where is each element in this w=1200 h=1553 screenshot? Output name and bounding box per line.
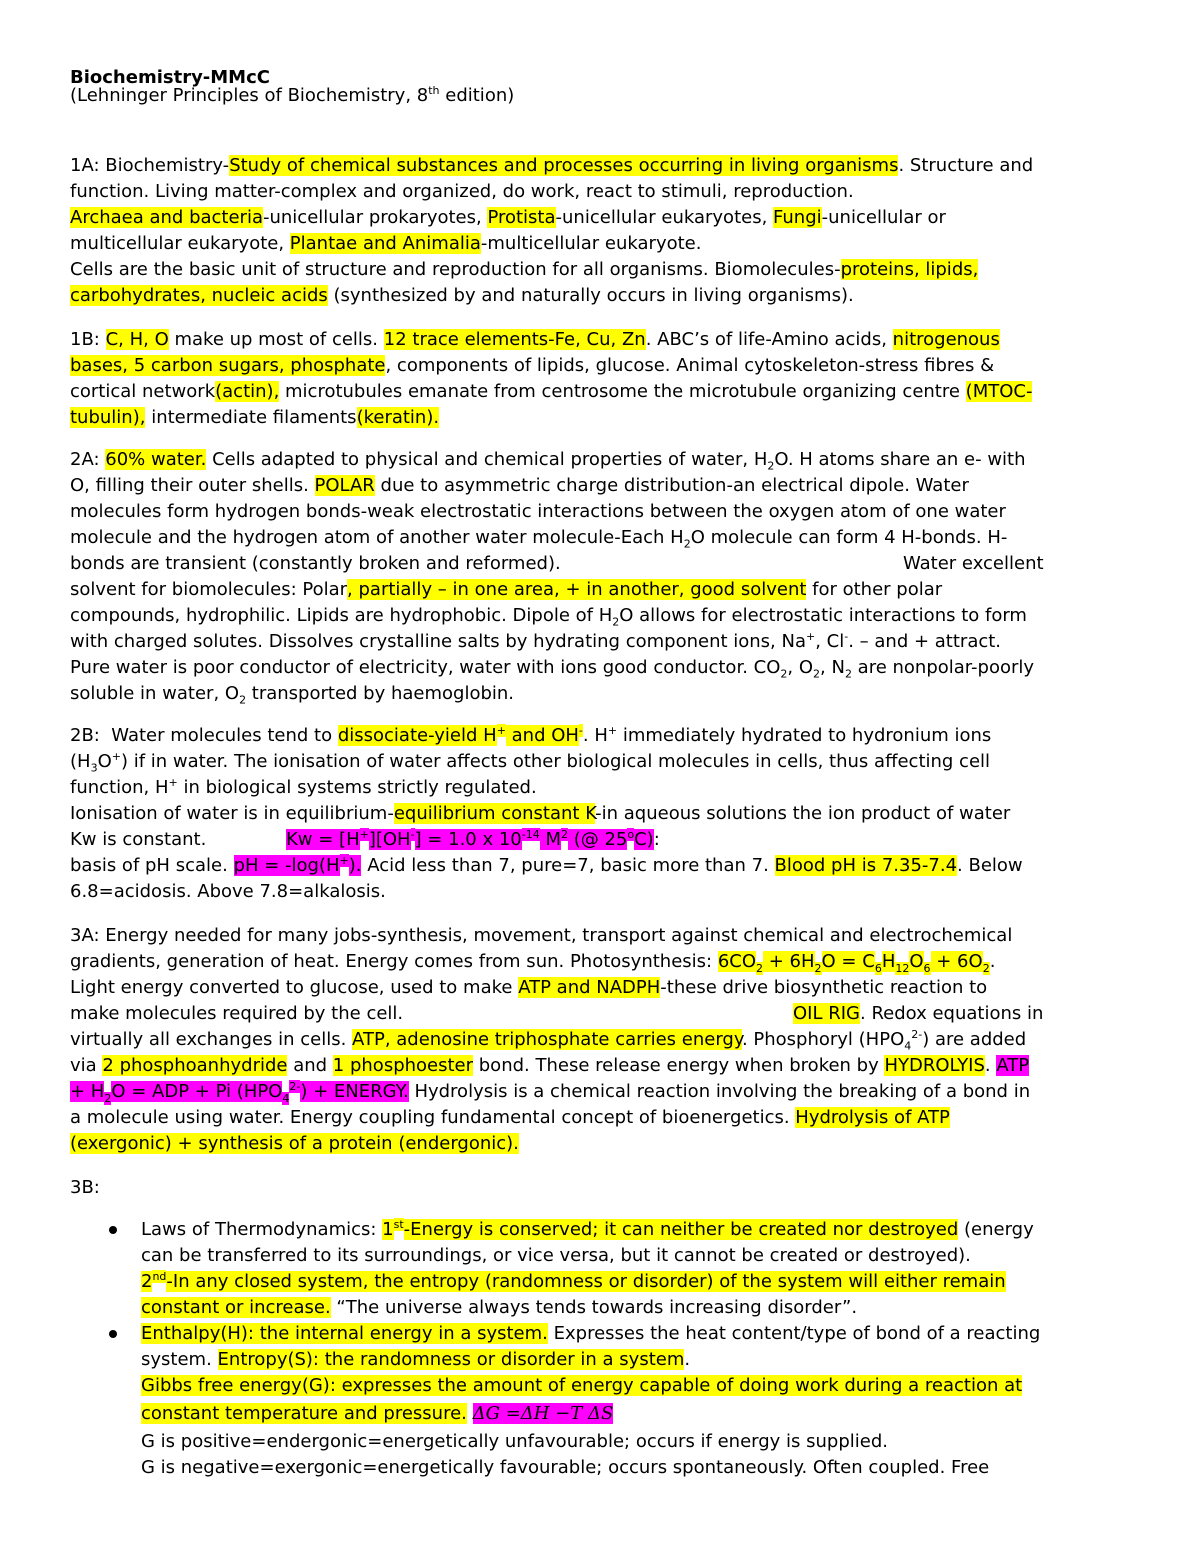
highlighted-text: Blood pH is 7.35-7.4 bbox=[774, 855, 958, 876]
text-run: . bbox=[984, 1055, 997, 1076]
highlighted-text: Study of chemical substances and processes occurring in living organisms bbox=[229, 155, 899, 176]
text-line bbox=[70, 1176, 100, 1200]
text-run: and bbox=[287, 1055, 333, 1076]
text-run: (energy bbox=[958, 1219, 1034, 1240]
highlighted-text: O bbox=[909, 951, 924, 972]
highlighted-text: , partially – in one area, + in another, good solvent bbox=[347, 579, 807, 600]
text-run: immediately hydrated to hydronium ions bbox=[617, 725, 992, 746]
text-run: virtually all exchanges in cells. bbox=[70, 1029, 353, 1050]
text-run: transported by haemoglobin. bbox=[246, 683, 515, 704]
text-line bbox=[141, 1430, 888, 1454]
highlighted-text: 1 phosphoester bbox=[332, 1055, 474, 1076]
bullet-icon bbox=[107, 1224, 119, 1236]
text-run: molecule and the hydrogen atom of another water molecule-Each H bbox=[70, 527, 684, 548]
highlighted-text: ) + ENERGY. bbox=[300, 1081, 409, 1102]
highlighted-text: 12 trace elements-Fe, Cu, Zn bbox=[383, 329, 646, 350]
highlighted-text: + bbox=[359, 828, 369, 841]
text-run: , components of lipids, glucose. Animal cytoskeleton-stress fibres & bbox=[385, 355, 995, 376]
superscript: th bbox=[428, 84, 440, 97]
highlighted-text: 2 bbox=[141, 1271, 153, 1292]
text-line bbox=[70, 380, 1032, 404]
text-line bbox=[70, 1054, 1029, 1078]
highlighted-text: proteins, lipids, bbox=[840, 259, 979, 280]
text-line bbox=[70, 258, 978, 282]
text-run: . ABC’s of life-Amino acids, bbox=[645, 329, 893, 350]
highlighted-text: 2 phosphoanhydride bbox=[102, 1055, 288, 1076]
text-run: 1A: Biochemistry- bbox=[70, 155, 230, 176]
highlighted-text: constant temperature and pressure. bbox=[141, 1403, 467, 1424]
text-run: molecules form hydrogen bonds-weak electrostatic interactions between the oxygen atom of one water bbox=[70, 501, 1006, 522]
text-run: -unicellular prokaryotes, bbox=[262, 207, 488, 228]
highlighted-text: ΔG =ΔH −T ΔS bbox=[472, 1403, 614, 1424]
text-run: make molecules required by the cell. bbox=[70, 1003, 404, 1024]
text-run: a molecule using water. Energy coupling fundamental concept of bioenergetics. bbox=[70, 1107, 796, 1128]
text-run: for other polar bbox=[806, 579, 943, 600]
text-run: edition) bbox=[439, 85, 515, 106]
text-line bbox=[70, 284, 854, 308]
text-run: : bbox=[653, 829, 660, 850]
text-line bbox=[793, 1002, 1043, 1026]
text-run: O. H atoms share an e- with bbox=[774, 449, 1026, 470]
subscript: 2 bbox=[239, 693, 247, 707]
text-run: are nonpolar-poorly bbox=[851, 657, 1035, 678]
text-run: ) are added bbox=[922, 1029, 1027, 1050]
text-run: gradients, generation of heat. Energy comes from sun. Photosynthesis: bbox=[70, 951, 718, 972]
text-run: O allows for electrostatic interactions to form bbox=[619, 605, 1027, 626]
text-line bbox=[141, 1244, 971, 1268]
highlighted-text: OIL RIG bbox=[793, 1003, 860, 1024]
text-line bbox=[70, 724, 991, 748]
highlighted-text: HYDROLYIS bbox=[884, 1055, 985, 1076]
highlighted-text: nitrogenous bbox=[892, 329, 1000, 350]
text-line bbox=[141, 1296, 857, 1320]
text-run: , N bbox=[820, 657, 845, 678]
text-line bbox=[70, 802, 1010, 826]
text-run: O molecule can form 4 H-bonds. H- bbox=[690, 527, 1008, 548]
text-run: microtubules emanate from centrosome the microtubule organizing centre bbox=[279, 381, 966, 402]
text-run: Kw is constant. bbox=[70, 829, 207, 850]
text-run: multicellular eukaryote, bbox=[70, 233, 290, 254]
text-run: 1B: bbox=[70, 329, 106, 350]
text-run: -multicellular eukaryote. bbox=[480, 233, 702, 254]
text-run: O bbox=[97, 751, 112, 772]
highlighted-text: (exergonic) + synthesis of a protein (endergonic). bbox=[70, 1133, 519, 1154]
text-run: , Cl bbox=[815, 631, 845, 652]
highlighted-text: 6 bbox=[923, 961, 931, 975]
text-run: . – and + attract. bbox=[848, 631, 1002, 652]
highlighted-text: pH = -log(H bbox=[233, 855, 340, 876]
highlighted-text: -14 bbox=[521, 828, 540, 841]
highlighted-text: O = C bbox=[821, 951, 875, 972]
text-run: due to asymmetric charge distribution-an electrical dipole. Water bbox=[374, 475, 969, 496]
text-run: . H bbox=[582, 725, 608, 746]
subscript: 2 bbox=[683, 537, 691, 551]
text-run: function, H bbox=[70, 777, 169, 798]
highlighted-text: 2 bbox=[104, 1091, 112, 1105]
highlighted-text: Fungi bbox=[773, 207, 822, 228]
document-title: Biochemistry-MMcC bbox=[70, 67, 270, 88]
text-line bbox=[70, 1132, 519, 1156]
text-run: -unicellular or bbox=[821, 207, 946, 228]
text-line bbox=[141, 1374, 1022, 1398]
highlighted-text: + bbox=[339, 854, 349, 867]
text-run: (H bbox=[70, 751, 91, 772]
text-run: 2A: bbox=[70, 449, 106, 470]
text-line bbox=[70, 500, 1006, 524]
highlighted-text: constant or increase. bbox=[141, 1297, 331, 1318]
text-run: G is positive=endergonic=energetically unfavourable; occurs if energy is supplied. bbox=[141, 1431, 888, 1452]
highlighted-text: Entropy(S): the randomness or disorder in a system bbox=[217, 1349, 685, 1370]
text-run: Cells are the basic unit of structure and reproduction for all organisms. Biomolecules- bbox=[70, 259, 841, 280]
highlighted-text: 1 bbox=[382, 1219, 394, 1240]
text-run: 3A: Energy needed for many jobs-synthesis, movement, transport against chemical and electrochemical bbox=[70, 925, 1013, 946]
text-run: system. bbox=[141, 1349, 218, 1370]
text-line bbox=[70, 750, 990, 774]
text-run: , O bbox=[787, 657, 814, 678]
text-run: . bbox=[989, 951, 996, 972]
highlighted-text: carbohydrates, nucleic acids bbox=[70, 285, 328, 306]
text-run: 2B: Water molecules tend to bbox=[70, 725, 338, 746]
text-run: (synthesized by and naturally occurs in living organisms). bbox=[327, 285, 854, 306]
highlighted-text: Gibbs free energy(G): expresses the amount of energy capable of doing work during a reaction at bbox=[141, 1375, 1023, 1396]
highlighted-text: ATP, adenosine triphosphate carries energy bbox=[352, 1029, 742, 1050]
text-line bbox=[70, 1028, 1026, 1052]
text-run: . Structure and bbox=[898, 155, 1034, 176]
text-run: Laws of Thermodynamics: bbox=[141, 1219, 383, 1240]
text-line bbox=[70, 180, 854, 204]
highlighted-text: H bbox=[881, 951, 896, 972]
highlighted-text: 2 bbox=[814, 961, 822, 975]
highlighted-text: ATP and NADPH bbox=[518, 977, 661, 998]
highlighted-text: + bbox=[496, 724, 506, 737]
text-run: compounds, hydrophilic. Lipids are hydrophobic. Dipole of H bbox=[70, 605, 613, 626]
text-line bbox=[286, 828, 660, 852]
highlighted-text: 4 bbox=[282, 1091, 290, 1105]
highlighted-text: nd bbox=[152, 1270, 167, 1283]
text-run: 6.8=acidosis. Above 7.8=alkalosis. bbox=[70, 881, 386, 902]
subscript: 2 bbox=[844, 667, 852, 681]
text-run: . Redox equations in bbox=[860, 1003, 1044, 1024]
text-run: intermediate filaments bbox=[145, 407, 357, 428]
text-run: soluble in water, O bbox=[70, 683, 240, 704]
text-run: cortical network bbox=[70, 381, 216, 402]
text-run: -unicellular eukaryotes, bbox=[555, 207, 774, 228]
text-line bbox=[70, 474, 969, 498]
text-line bbox=[141, 1348, 690, 1372]
highlighted-text: M bbox=[539, 829, 561, 850]
text-line bbox=[70, 1106, 950, 1130]
highlighted-text: ] = 1.0 x 10 bbox=[414, 829, 522, 850]
highlighted-text: 60% water. bbox=[105, 449, 207, 470]
subscript: 2 bbox=[612, 615, 620, 629]
highlighted-text: Plantae and Animalia bbox=[289, 233, 481, 254]
superscript: - bbox=[844, 630, 849, 643]
highlighted-text: equilibrium constant K bbox=[393, 803, 596, 824]
subscript: 2 bbox=[780, 667, 788, 681]
text-line bbox=[70, 232, 701, 256]
text-run: bond. These release energy when broken by bbox=[473, 1055, 885, 1076]
text-run: with charged solutes. Dissolves crystalline salts by hydrating component ions, Na bbox=[70, 631, 806, 652]
highlighted-text: -In any closed system, the entropy (randomness or disorder) of the system will either remain bbox=[166, 1271, 1006, 1292]
highlighted-text: -Energy is conserved; it can neither be created nor destroyed bbox=[403, 1219, 959, 1240]
text-line bbox=[70, 328, 1000, 352]
highlighted-text: Hydrolysis of ATP bbox=[795, 1107, 950, 1128]
text-line bbox=[70, 854, 1023, 878]
text-run: -in aqueous solutions the ion product of water bbox=[595, 803, 1011, 824]
superscript: + bbox=[607, 724, 618, 737]
text-run: G is negative=exergonic=energetically favourable; occurs spontaneously. Often coupled. Free bbox=[141, 1457, 990, 1478]
text-line bbox=[141, 1322, 1040, 1346]
text-run: Pure water is poor conductor of electricity, water with ions good conductor. CO bbox=[70, 657, 781, 678]
highlighted-text: tubulin), bbox=[70, 407, 146, 428]
highlighted-text: bases, 5 carbon sugars, phosphate bbox=[70, 355, 386, 376]
text-run: “The universe always tends towards increasing disorder”. bbox=[330, 1297, 858, 1318]
highlighted-text: 12 bbox=[895, 961, 910, 975]
bullet-icon bbox=[107, 1328, 119, 1340]
highlighted-text: POLAR bbox=[314, 475, 375, 496]
subscript: 2 bbox=[813, 667, 821, 681]
highlighted-text: Archaea and bacteria bbox=[70, 207, 263, 228]
text-line bbox=[141, 1402, 613, 1426]
text-run: function. Living matter-complex and organized, do work, react to stimuli, reproduction. bbox=[70, 181, 854, 202]
text-line bbox=[70, 578, 942, 602]
highlighted-text: and OH bbox=[505, 725, 579, 746]
text-line bbox=[70, 406, 439, 430]
text-line bbox=[70, 154, 1033, 178]
subscript: 3 bbox=[90, 761, 98, 775]
text-run: O, filling their outer shells. bbox=[70, 475, 315, 496]
text-line bbox=[70, 1002, 403, 1026]
text-line bbox=[70, 656, 1034, 680]
highlighted-text: ATP bbox=[996, 1055, 1030, 1076]
highlighted-text: C) bbox=[634, 829, 654, 850]
highlighted-text: + 6H bbox=[763, 951, 815, 972]
text-run: Hydrolysis is a chemical reaction involving the breaking of a bond in bbox=[408, 1081, 1031, 1102]
highlighted-text: Kw = [H bbox=[286, 829, 360, 850]
text-line bbox=[70, 828, 206, 852]
highlighted-text: 6 bbox=[874, 961, 882, 975]
highlighted-text: - bbox=[578, 724, 583, 737]
text-line bbox=[70, 776, 537, 800]
text-line bbox=[70, 950, 995, 974]
text-run: bonds are transient (constantly broken and reformed). bbox=[70, 553, 561, 574]
highlighted-text: O = ADP + Pi (HPO bbox=[111, 1081, 283, 1102]
superscript: 2- bbox=[911, 1028, 923, 1041]
highlighted-text: 2 bbox=[756, 961, 764, 975]
text-run: . bbox=[684, 1349, 691, 1370]
text-run: basis of pH scale. bbox=[70, 855, 234, 876]
subscript: 2 bbox=[767, 459, 775, 473]
highlighted-text: 2 bbox=[560, 828, 568, 841]
text-run: (Lehninger Principles of Biochemistry, 8 bbox=[70, 85, 429, 106]
highlighted-text: st bbox=[393, 1218, 404, 1231]
text-run: solvent for biomolecules: Polar bbox=[70, 579, 348, 600]
highlighted-text: 6CO bbox=[717, 951, 757, 972]
text-line bbox=[141, 1456, 989, 1480]
highlighted-text: dissociate-yield H bbox=[337, 725, 497, 746]
text-line bbox=[70, 206, 946, 230]
text-line bbox=[70, 604, 1027, 628]
highlighted-text: (@ 25 bbox=[567, 829, 628, 850]
text-run: Cells adapted to physical and chemical properties of water, H bbox=[206, 449, 768, 470]
text-run: 3B: bbox=[70, 1177, 100, 1198]
text-run: Expresses the heat content/type of bond of a reacting bbox=[547, 1323, 1041, 1344]
text-line bbox=[70, 1080, 1030, 1104]
highlighted-text: + H bbox=[70, 1081, 105, 1102]
text-run: ) if in water. The ionisation of water affects other biological molecules in cells, thus affecting cell bbox=[120, 751, 991, 772]
text-line bbox=[141, 1270, 1006, 1294]
highlighted-text: C, H, O bbox=[105, 329, 169, 350]
superscript: + bbox=[111, 750, 121, 763]
text-run: Acid less than 7, pure=7, basic more than 7. bbox=[361, 855, 775, 876]
text-run: Water excellent bbox=[903, 553, 1044, 574]
text-line bbox=[70, 526, 1007, 550]
text-run: Light energy converted to glucose, used to make bbox=[70, 977, 519, 998]
text-line bbox=[70, 976, 987, 1000]
text-run: in biological systems strictly regulated. bbox=[177, 777, 537, 798]
text-run: . Below bbox=[957, 855, 1023, 876]
highlighted-text: + 6O bbox=[930, 951, 983, 972]
superscript: + bbox=[806, 630, 816, 643]
text-run: Ionisation of water is in equilibrium- bbox=[70, 803, 394, 824]
text-line bbox=[70, 552, 561, 576]
highlighted-text: (MTOC- bbox=[965, 381, 1033, 402]
text-line bbox=[70, 880, 386, 904]
text-run: via bbox=[70, 1055, 103, 1076]
highlighted-text: Protista bbox=[487, 207, 556, 228]
text-run: . Phosphoryl (HPO bbox=[741, 1029, 905, 1050]
subscript: 4 bbox=[904, 1039, 912, 1053]
text-run: can be transferred to its surroundings, or vice versa, but it cannot be created or destroyed). bbox=[141, 1245, 971, 1266]
superscript: + bbox=[168, 776, 178, 789]
text-line bbox=[70, 448, 1026, 472]
highlighted-text: ). bbox=[348, 855, 362, 876]
text-line bbox=[70, 630, 1001, 654]
text-line bbox=[141, 1218, 1034, 1242]
text-line bbox=[70, 682, 514, 706]
highlighted-text: - bbox=[410, 828, 415, 841]
highlighted-text: ][OH bbox=[368, 829, 411, 850]
highlighted-text: (keratin). bbox=[356, 407, 440, 428]
text-line bbox=[70, 84, 514, 108]
text-line bbox=[70, 924, 1012, 948]
text-run bbox=[467, 1403, 473, 1424]
highlighted-text: (actin), bbox=[215, 381, 280, 402]
text-line bbox=[903, 552, 1044, 576]
text-run: -these drive biosynthetic reaction to bbox=[660, 977, 988, 998]
text-run: make up most of cells. bbox=[168, 329, 384, 350]
highlighted-text: 2 bbox=[982, 961, 990, 975]
highlighted-text: 2- bbox=[289, 1080, 301, 1093]
highlighted-text: o bbox=[627, 828, 635, 841]
text-line bbox=[70, 354, 994, 378]
highlighted-text: Enthalpy(H): the internal energy in a system. bbox=[141, 1323, 548, 1344]
